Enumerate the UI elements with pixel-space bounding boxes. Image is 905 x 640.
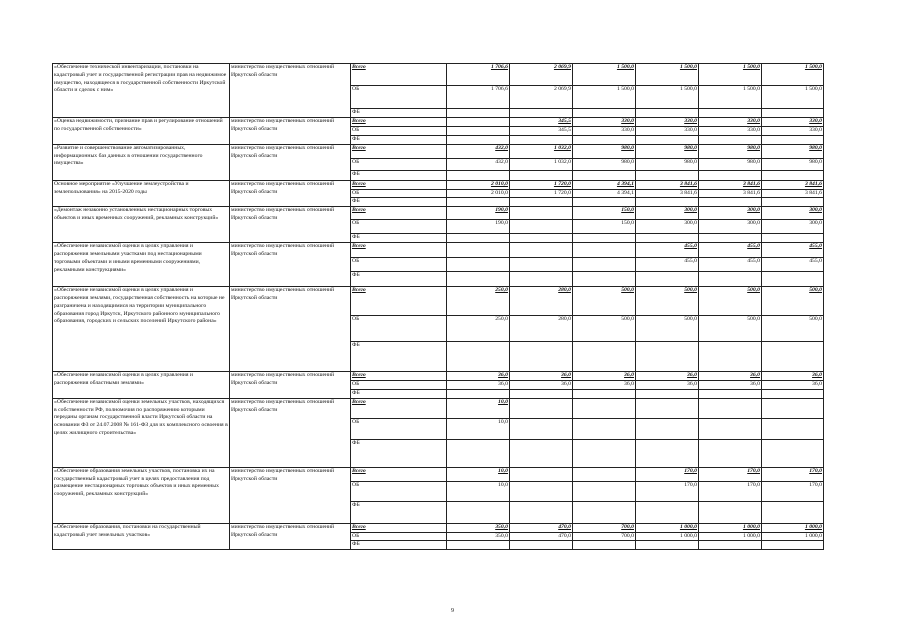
amount-cell: 170,0 bbox=[762, 481, 824, 501]
amount-cell bbox=[762, 342, 824, 372]
funding-source: ФБ bbox=[351, 109, 447, 118]
amount-cell bbox=[699, 198, 762, 207]
amount-cell: 330,0 bbox=[636, 127, 699, 136]
budget-table bbox=[52, 63, 824, 550]
amount-cell: 190,0 bbox=[447, 207, 510, 220]
amount-cell bbox=[573, 170, 636, 180]
funding-source: Всего bbox=[351, 287, 447, 316]
amount-cell: 300,0 bbox=[636, 220, 699, 234]
amount-cell: 10,0 bbox=[447, 481, 510, 501]
amount-cell: 350,0 bbox=[447, 532, 510, 541]
amount-cell bbox=[636, 234, 699, 243]
amount-cell bbox=[762, 272, 824, 287]
amount-cell: 330,0 bbox=[762, 118, 824, 127]
amount-cell bbox=[447, 541, 510, 550]
amount-cell bbox=[699, 439, 762, 467]
amount-cell bbox=[762, 389, 824, 398]
amount-cell: 300,0 bbox=[762, 220, 824, 234]
amount-cell: 1 000,0 bbox=[699, 523, 762, 532]
amount-cell: 1 500,0 bbox=[573, 86, 636, 109]
funding-source: Всего bbox=[351, 398, 447, 418]
amount-cell bbox=[762, 398, 824, 418]
funding-source: Всего bbox=[351, 118, 447, 127]
amount-cell: 700,0 bbox=[573, 523, 636, 532]
amount-cell: 980,0 bbox=[636, 158, 699, 170]
measure-description: «Обеспечение независимой оценки земельных участков, находящихся в собственности РФ, полномочия по распоряжению которыми переданы органам государственной власти Иркутской области на основании ФЗ от 24.07.2008 № 161-ФЗ для их комплексного освоения в целях жилищного строительства» bbox=[53, 398, 230, 467]
amount-cell: 1 500,0 bbox=[762, 86, 824, 109]
responsible-executor: министерство имущественных отношений Иркутской области bbox=[230, 243, 351, 287]
amount-cell bbox=[447, 127, 510, 136]
amount-cell: 1 500,0 bbox=[699, 64, 762, 86]
amount-cell: 36,0 bbox=[510, 372, 573, 381]
amount-cell bbox=[510, 418, 573, 439]
amount-cell: 330,0 bbox=[573, 118, 636, 127]
amount-cell bbox=[573, 398, 636, 418]
funding-source: ФБ bbox=[351, 389, 447, 398]
amount-cell: 980,0 bbox=[636, 144, 699, 158]
amount-cell bbox=[762, 234, 824, 243]
amount-cell: 250,0 bbox=[447, 287, 510, 316]
amount-cell bbox=[636, 389, 699, 398]
amount-cell: 3 841,6 bbox=[699, 189, 762, 198]
amount-cell bbox=[447, 389, 510, 398]
amount-cell: 3 841,6 bbox=[762, 180, 824, 189]
amount-cell bbox=[447, 118, 510, 127]
amount-cell: 1 000,0 bbox=[762, 523, 824, 532]
page-number: 9 bbox=[451, 608, 454, 614]
amount-cell bbox=[510, 272, 573, 287]
amount-cell: 432,0 bbox=[447, 144, 510, 158]
amount-cell bbox=[636, 439, 699, 467]
amount-cell bbox=[636, 398, 699, 418]
amount-cell: 36,0 bbox=[762, 372, 824, 381]
responsible-executor: министерство имущественных отношений Иркутской области bbox=[230, 207, 351, 243]
amount-cell bbox=[510, 258, 573, 272]
amount-cell bbox=[762, 501, 824, 523]
amount-cell bbox=[573, 109, 636, 118]
measure-description: «Обеспечение образования, постановки на государственный кадастровый учет земельных участков» bbox=[53, 523, 230, 549]
amount-cell bbox=[762, 135, 824, 144]
amount-cell: 36,0 bbox=[762, 381, 824, 390]
amount-cell: 3 841,6 bbox=[636, 189, 699, 198]
table-row bbox=[53, 287, 824, 316]
amount-cell bbox=[510, 467, 573, 481]
amount-cell bbox=[699, 418, 762, 439]
amount-cell bbox=[510, 481, 573, 501]
amount-cell bbox=[573, 467, 636, 481]
amount-cell bbox=[636, 109, 699, 118]
funding-source: Всего bbox=[351, 467, 447, 481]
measure-description: «Обеспечение образования земельных участков, постановка их на государственный кадастровый учет в целях предоставления под размещение нестационарных торговых объектов и иных временных сооружений, рекламных конструкций» bbox=[53, 467, 230, 523]
amount-cell: 2 010,0 bbox=[447, 189, 510, 198]
amount-cell bbox=[573, 541, 636, 550]
amount-cell: 330,0 bbox=[636, 118, 699, 127]
amount-cell bbox=[510, 541, 573, 550]
amount-cell bbox=[762, 418, 824, 439]
table-row bbox=[53, 467, 824, 481]
amount-cell bbox=[636, 501, 699, 523]
amount-cell: 980,0 bbox=[762, 158, 824, 170]
amount-cell: 345,5 bbox=[510, 127, 573, 136]
amount-cell bbox=[510, 220, 573, 234]
amount-cell: 170,0 bbox=[699, 481, 762, 501]
funding-source: Всего bbox=[351, 144, 447, 158]
amount-cell bbox=[573, 418, 636, 439]
amount-cell: 500,0 bbox=[636, 316, 699, 342]
amount-cell bbox=[573, 243, 636, 258]
table-row bbox=[53, 372, 824, 381]
amount-cell: 1 000,0 bbox=[636, 523, 699, 532]
amount-cell bbox=[699, 234, 762, 243]
amount-cell: 150,0 bbox=[573, 220, 636, 234]
amount-cell: 330,0 bbox=[573, 127, 636, 136]
amount-cell: 470,0 bbox=[510, 523, 573, 532]
amount-cell bbox=[762, 198, 824, 207]
amount-cell bbox=[699, 541, 762, 550]
funding-source: ФБ bbox=[351, 198, 447, 207]
amount-cell: 1 032,0 bbox=[510, 158, 573, 170]
amount-cell bbox=[510, 389, 573, 398]
amount-cell: 500,0 bbox=[573, 287, 636, 316]
amount-cell: 300,0 bbox=[636, 207, 699, 220]
amount-cell: 1 720,0 bbox=[510, 180, 573, 189]
amount-cell bbox=[636, 541, 699, 550]
amount-cell: 1 000,0 bbox=[636, 532, 699, 541]
amount-cell: 36,0 bbox=[447, 372, 510, 381]
responsible-executor: министерство имущественных отношений Иркутской области bbox=[230, 118, 351, 145]
amount-cell: 980,0 bbox=[573, 158, 636, 170]
amount-cell bbox=[762, 541, 824, 550]
amount-cell: 980,0 bbox=[699, 144, 762, 158]
amount-cell: 10,0 bbox=[447, 398, 510, 418]
amount-cell bbox=[699, 109, 762, 118]
amount-cell: 500,0 bbox=[762, 316, 824, 342]
amount-cell: 36,0 bbox=[447, 381, 510, 390]
funding-source: Всего bbox=[351, 64, 447, 86]
amount-cell bbox=[447, 234, 510, 243]
funding-source: ОБ bbox=[351, 381, 447, 390]
amount-cell bbox=[573, 135, 636, 144]
amount-cell bbox=[510, 439, 573, 467]
amount-cell: 4 394,1 bbox=[573, 180, 636, 189]
amount-cell: 350,0 bbox=[447, 523, 510, 532]
amount-cell bbox=[510, 501, 573, 523]
responsible-executor: министерство имущественных отношений Иркутской области bbox=[230, 64, 351, 118]
amount-cell: 500,0 bbox=[573, 316, 636, 342]
amount-cell bbox=[573, 234, 636, 243]
amount-cell bbox=[573, 342, 636, 372]
amount-cell: 432,0 bbox=[447, 158, 510, 170]
measure-description: «Оценка недвижимости, признание прав и регулирование отношений по государственной собственности» bbox=[53, 118, 230, 145]
table-row bbox=[53, 64, 824, 86]
amount-cell: 2 069,9 bbox=[510, 64, 573, 86]
amount-cell: 36,0 bbox=[699, 372, 762, 381]
amount-cell: 300,0 bbox=[762, 207, 824, 220]
amount-cell: 980,0 bbox=[762, 144, 824, 158]
funding-source: ОБ bbox=[351, 258, 447, 272]
responsible-executor: министерство имущественных отношений Иркутской области bbox=[230, 144, 351, 180]
amount-cell: 455,0 bbox=[699, 243, 762, 258]
amount-cell: 10,0 bbox=[447, 467, 510, 481]
amount-cell: 300,0 bbox=[699, 207, 762, 220]
amount-cell bbox=[573, 272, 636, 287]
amount-cell: 150,0 bbox=[573, 207, 636, 220]
amount-cell: 190,0 bbox=[447, 220, 510, 234]
responsible-executor: министерство имущественных отношений Иркутской области bbox=[230, 467, 351, 523]
amount-cell bbox=[573, 481, 636, 501]
responsible-executor: министерство имущественных отношений Иркутской области bbox=[230, 287, 351, 372]
amount-cell: 330,0 bbox=[762, 127, 824, 136]
amount-cell: 280,0 bbox=[510, 316, 573, 342]
measure-description: «Обеспечение технической инвентаризации, постановки на кадастровый учет и государственной регистрации прав на недвижимое имущество, находящееся в государственной собственности Иркутской области и сделок с ним» bbox=[53, 64, 230, 118]
funding-source: ФБ bbox=[351, 135, 447, 144]
funding-source: ФБ bbox=[351, 234, 447, 243]
table-row bbox=[53, 144, 824, 158]
funding-source: ОБ bbox=[351, 220, 447, 234]
funding-source: ОБ bbox=[351, 189, 447, 198]
amount-cell: 1 706,6 bbox=[447, 64, 510, 86]
amount-cell: 345,5 bbox=[510, 118, 573, 127]
amount-cell bbox=[573, 198, 636, 207]
amount-cell bbox=[510, 109, 573, 118]
amount-cell: 3 841,6 bbox=[762, 189, 824, 198]
funding-source: ОБ bbox=[351, 127, 447, 136]
funding-source: ОБ bbox=[351, 481, 447, 501]
amount-cell: 2 010,0 bbox=[447, 180, 510, 189]
amount-cell: 1 500,0 bbox=[636, 86, 699, 109]
funding-source: Всего bbox=[351, 372, 447, 381]
amount-cell bbox=[636, 170, 699, 180]
amount-cell bbox=[636, 272, 699, 287]
amount-cell: 1 032,0 bbox=[510, 144, 573, 158]
amount-cell bbox=[699, 342, 762, 372]
amount-cell bbox=[510, 243, 573, 258]
amount-cell bbox=[636, 342, 699, 372]
amount-cell: 455,0 bbox=[636, 243, 699, 258]
measure-description: «Обеспечение независимой оценки в целях управления и распоряжения областными землями» bbox=[53, 372, 230, 399]
amount-cell: 2 069,9 bbox=[510, 86, 573, 109]
amount-cell bbox=[447, 198, 510, 207]
amount-cell bbox=[447, 170, 510, 180]
amount-cell bbox=[573, 389, 636, 398]
amount-cell bbox=[573, 439, 636, 467]
amount-cell bbox=[699, 272, 762, 287]
amount-cell: 1 720,0 bbox=[510, 189, 573, 198]
amount-cell: 170,0 bbox=[636, 467, 699, 481]
amount-cell: 36,0 bbox=[636, 381, 699, 390]
funding-source: ОБ bbox=[351, 532, 447, 541]
table-row bbox=[53, 180, 824, 189]
amount-cell bbox=[447, 258, 510, 272]
amount-cell bbox=[699, 170, 762, 180]
measure-description: «Обеспечение независимой оценки в целях управления и распоряжения землями, государственная собственность на которые не разграничена и находящимися на территории муниципального образования город Иркутск, Иркутского районного муниципального образования, городских и сельских поселений Иркутского района» bbox=[53, 287, 230, 372]
responsible-executor: министерство имущественных отношений Иркутской области bbox=[230, 372, 351, 399]
amount-cell: 4 394,1 bbox=[573, 189, 636, 198]
responsible-executor: министерство имущественных отношений Иркутской области bbox=[230, 523, 351, 549]
funding-source: ОБ bbox=[351, 316, 447, 342]
amount-cell: 700,0 bbox=[573, 532, 636, 541]
amount-cell bbox=[510, 234, 573, 243]
amount-cell: 170,0 bbox=[636, 481, 699, 501]
amount-cell bbox=[762, 170, 824, 180]
funding-source: Всего bbox=[351, 180, 447, 189]
amount-cell bbox=[699, 398, 762, 418]
funding-source: ФБ bbox=[351, 342, 447, 372]
amount-cell bbox=[636, 418, 699, 439]
table-row bbox=[53, 243, 824, 258]
amount-cell bbox=[636, 135, 699, 144]
amount-cell: 980,0 bbox=[573, 144, 636, 158]
amount-cell bbox=[447, 342, 510, 372]
amount-cell bbox=[699, 135, 762, 144]
amount-cell: 170,0 bbox=[762, 467, 824, 481]
amount-cell: 455,0 bbox=[636, 258, 699, 272]
amount-cell bbox=[447, 272, 510, 287]
funding-source: ФБ bbox=[351, 541, 447, 550]
amount-cell: 36,0 bbox=[573, 381, 636, 390]
amount-cell: 1 500,0 bbox=[573, 64, 636, 86]
funding-source: ОБ bbox=[351, 158, 447, 170]
amount-cell bbox=[510, 398, 573, 418]
amount-cell: 500,0 bbox=[762, 287, 824, 316]
amount-cell: 500,0 bbox=[699, 287, 762, 316]
amount-cell bbox=[573, 501, 636, 523]
amount-cell: 455,0 bbox=[762, 258, 824, 272]
amount-cell bbox=[699, 389, 762, 398]
amount-cell: 500,0 bbox=[636, 287, 699, 316]
measure-description: Основное мероприятие «Улучшение землеустройства и землепользования» на 2015-2020 годы bbox=[53, 180, 230, 206]
responsible-executor: министерство имущественных отношений Иркутской области bbox=[230, 180, 351, 206]
amount-cell: 36,0 bbox=[510, 381, 573, 390]
funding-source: ОБ bbox=[351, 418, 447, 439]
amount-cell: 3 841,6 bbox=[636, 180, 699, 189]
amount-cell: 250,0 bbox=[447, 316, 510, 342]
funding-source: ФБ bbox=[351, 272, 447, 287]
amount-cell bbox=[510, 198, 573, 207]
table-row bbox=[53, 118, 824, 127]
amount-cell: 1 500,0 bbox=[636, 64, 699, 86]
amount-cell: 1 000,0 bbox=[762, 532, 824, 541]
funding-source: Всего bbox=[351, 207, 447, 220]
amount-cell bbox=[762, 109, 824, 118]
amount-cell: 330,0 bbox=[699, 127, 762, 136]
table-row bbox=[53, 398, 824, 418]
amount-cell: 470,0 bbox=[510, 532, 573, 541]
table-row bbox=[53, 207, 824, 220]
amount-cell: 1 000,0 bbox=[699, 532, 762, 541]
table-row bbox=[53, 523, 824, 532]
amount-cell bbox=[510, 342, 573, 372]
measure-description: «Развитие и совершенствование автоматизированных, информационных баз данных в отношении государственного имущества» bbox=[53, 144, 230, 180]
amount-cell: 330,0 bbox=[699, 118, 762, 127]
amount-cell: 170,0 bbox=[699, 467, 762, 481]
amount-cell bbox=[447, 501, 510, 523]
funding-source: ФБ bbox=[351, 501, 447, 523]
amount-cell bbox=[762, 439, 824, 467]
amount-cell: 36,0 bbox=[573, 372, 636, 381]
amount-cell: 300,0 bbox=[699, 220, 762, 234]
amount-cell bbox=[510, 207, 573, 220]
amount-cell: 455,0 bbox=[699, 258, 762, 272]
amount-cell: 500,0 bbox=[699, 316, 762, 342]
amount-cell: 36,0 bbox=[636, 372, 699, 381]
amount-cell: 36,0 bbox=[699, 381, 762, 390]
amount-cell bbox=[636, 198, 699, 207]
measure-description: «Обеспечение независимой оценки в целях управления и распоряжения земельными участками под нестационарными торговыми объектами и иными временными сооружениями, рекламными конструкциями» bbox=[53, 243, 230, 287]
amount-cell bbox=[573, 258, 636, 272]
funding-source: ОБ bbox=[351, 86, 447, 109]
funding-source: ФБ bbox=[351, 170, 447, 180]
amount-cell: 280,0 bbox=[510, 287, 573, 316]
amount-cell bbox=[510, 170, 573, 180]
amount-cell: 10,0 bbox=[447, 418, 510, 439]
amount-cell: 455,0 bbox=[762, 243, 824, 258]
amount-cell: 1 706,6 bbox=[447, 86, 510, 109]
amount-cell: 3 841,6 bbox=[699, 180, 762, 189]
amount-cell: 1 500,0 bbox=[762, 64, 824, 86]
amount-cell bbox=[447, 243, 510, 258]
funding-source: Всего bbox=[351, 243, 447, 258]
amount-cell bbox=[447, 439, 510, 467]
measure-description: «Демонтаж незаконно установленных нестационарных торговых объектов и иных временных сооружений, рекламных конструкций» bbox=[53, 207, 230, 243]
amount-cell bbox=[447, 109, 510, 118]
amount-cell: 980,0 bbox=[699, 158, 762, 170]
amount-cell: 1 500,0 bbox=[699, 86, 762, 109]
amount-cell bbox=[510, 135, 573, 144]
responsible-executor: министерство имущественных отношений Иркутской области bbox=[230, 398, 351, 467]
funding-source: ФБ bbox=[351, 439, 447, 467]
funding-source: Всего bbox=[351, 523, 447, 532]
amount-cell bbox=[699, 501, 762, 523]
amount-cell bbox=[447, 135, 510, 144]
